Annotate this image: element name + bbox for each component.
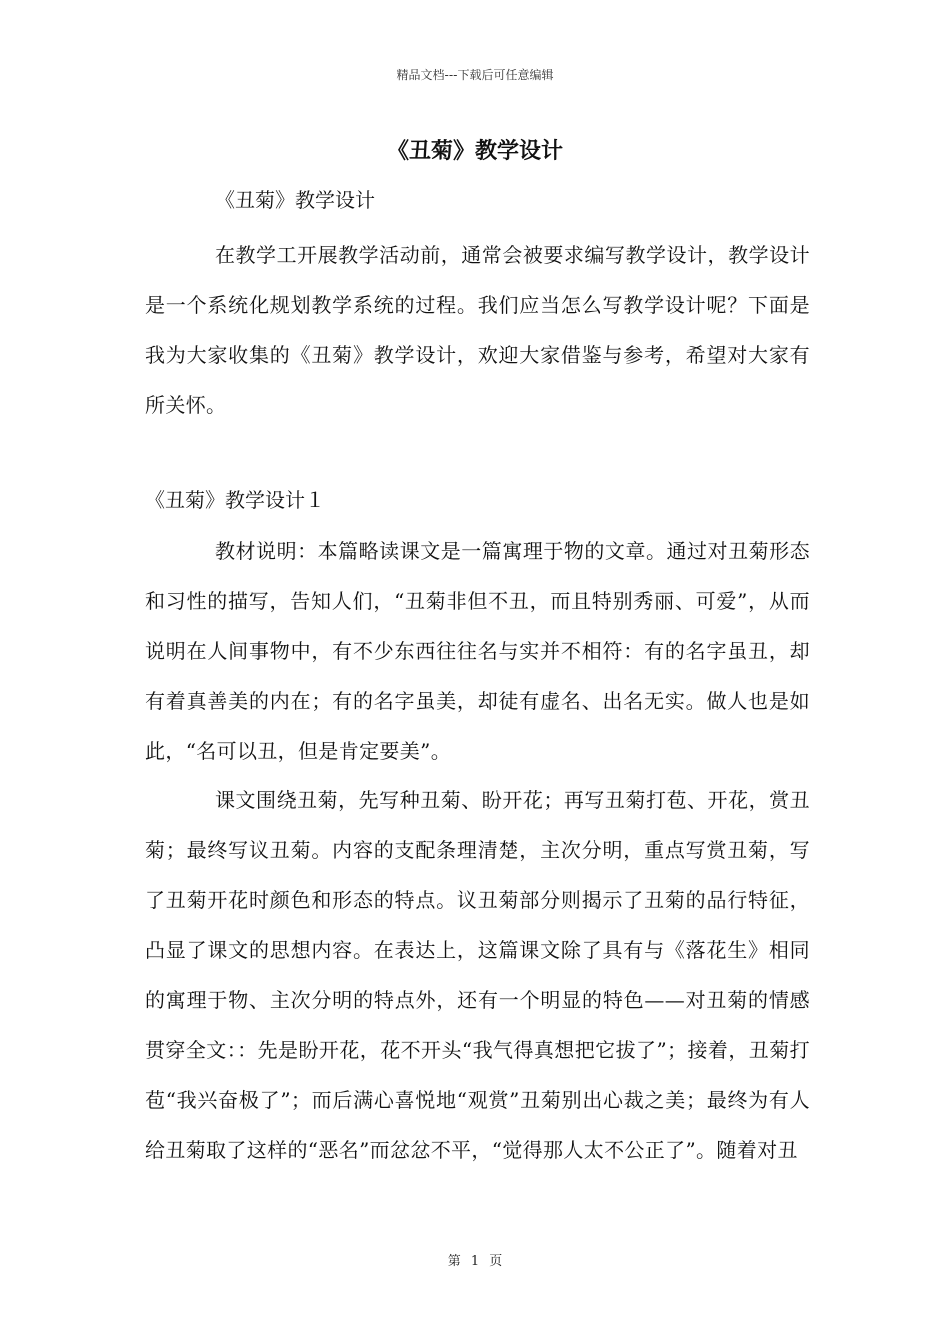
header-note: 精品文档---下载后可任意编辑 bbox=[396, 68, 554, 82]
intro-paragraph: 在教学工开展教学活动前，通常会被要求编写教学设计，教学设计是一个系统化规划教学系统的过程。我们应当怎么写教学设计呢？下面是我为大家收集的《丑菊》教学设计，欢迎大家借鉴与参考，希望对大家有所关怀。 bbox=[145, 243, 810, 417]
body-paragraph-2: 课文围绕丑菊，先写种丑菊、盼开花；再写丑菊打苞、开花，赏丑菊；最终写议丑菊。内容的支配条理清楚，主次分明，重点写赏丑菊，写了丑菊开花时颜色和形态的特点。议丑菊部分则揭示了丑菊的品行特征，凸显了课文的思想内容。在表达上，这篇课文除了具有与《落花生》相同的寓理于物、主次分明的特点外，还有一个明显的特色——对丑菊的情感贯穿全文：：先是盼开花，花不开头“我气得真想把它拔了”；接着，丑菊打苞“我兴奋极了”；而后满心喜悦地“观赏”丑菊别出心裁之美；最终为有人给丑菊取了这样的“恶名”而忿忿不平，“觉得那人太不公正了”。随着对丑 bbox=[145, 788, 810, 1162]
body-paragraph-1: 教材说明：本篇略读课文是一篇寓理于物的文章。通过对丑菊形态和习性的描写，告知人们，“丑菊非但不丑，而且特别秀丽、可爱”，从而说明在人间事物中，有不少东西往往名与实并不相符：有的名字虽丑，却有着真善美的内在；有的名字虽美，却徒有虚名、出名无实。做人也是如此，“名可以丑，但是肯定要美”。 bbox=[145, 539, 810, 763]
document-subtitle: 《丑菊》教学设计 bbox=[215, 188, 375, 212]
section-heading: 《丑菊》教学设计１ bbox=[145, 488, 325, 512]
document-title: 《丑菊》教学设计 bbox=[386, 139, 563, 164]
page-number: 第 1 页 bbox=[447, 1254, 503, 1269]
